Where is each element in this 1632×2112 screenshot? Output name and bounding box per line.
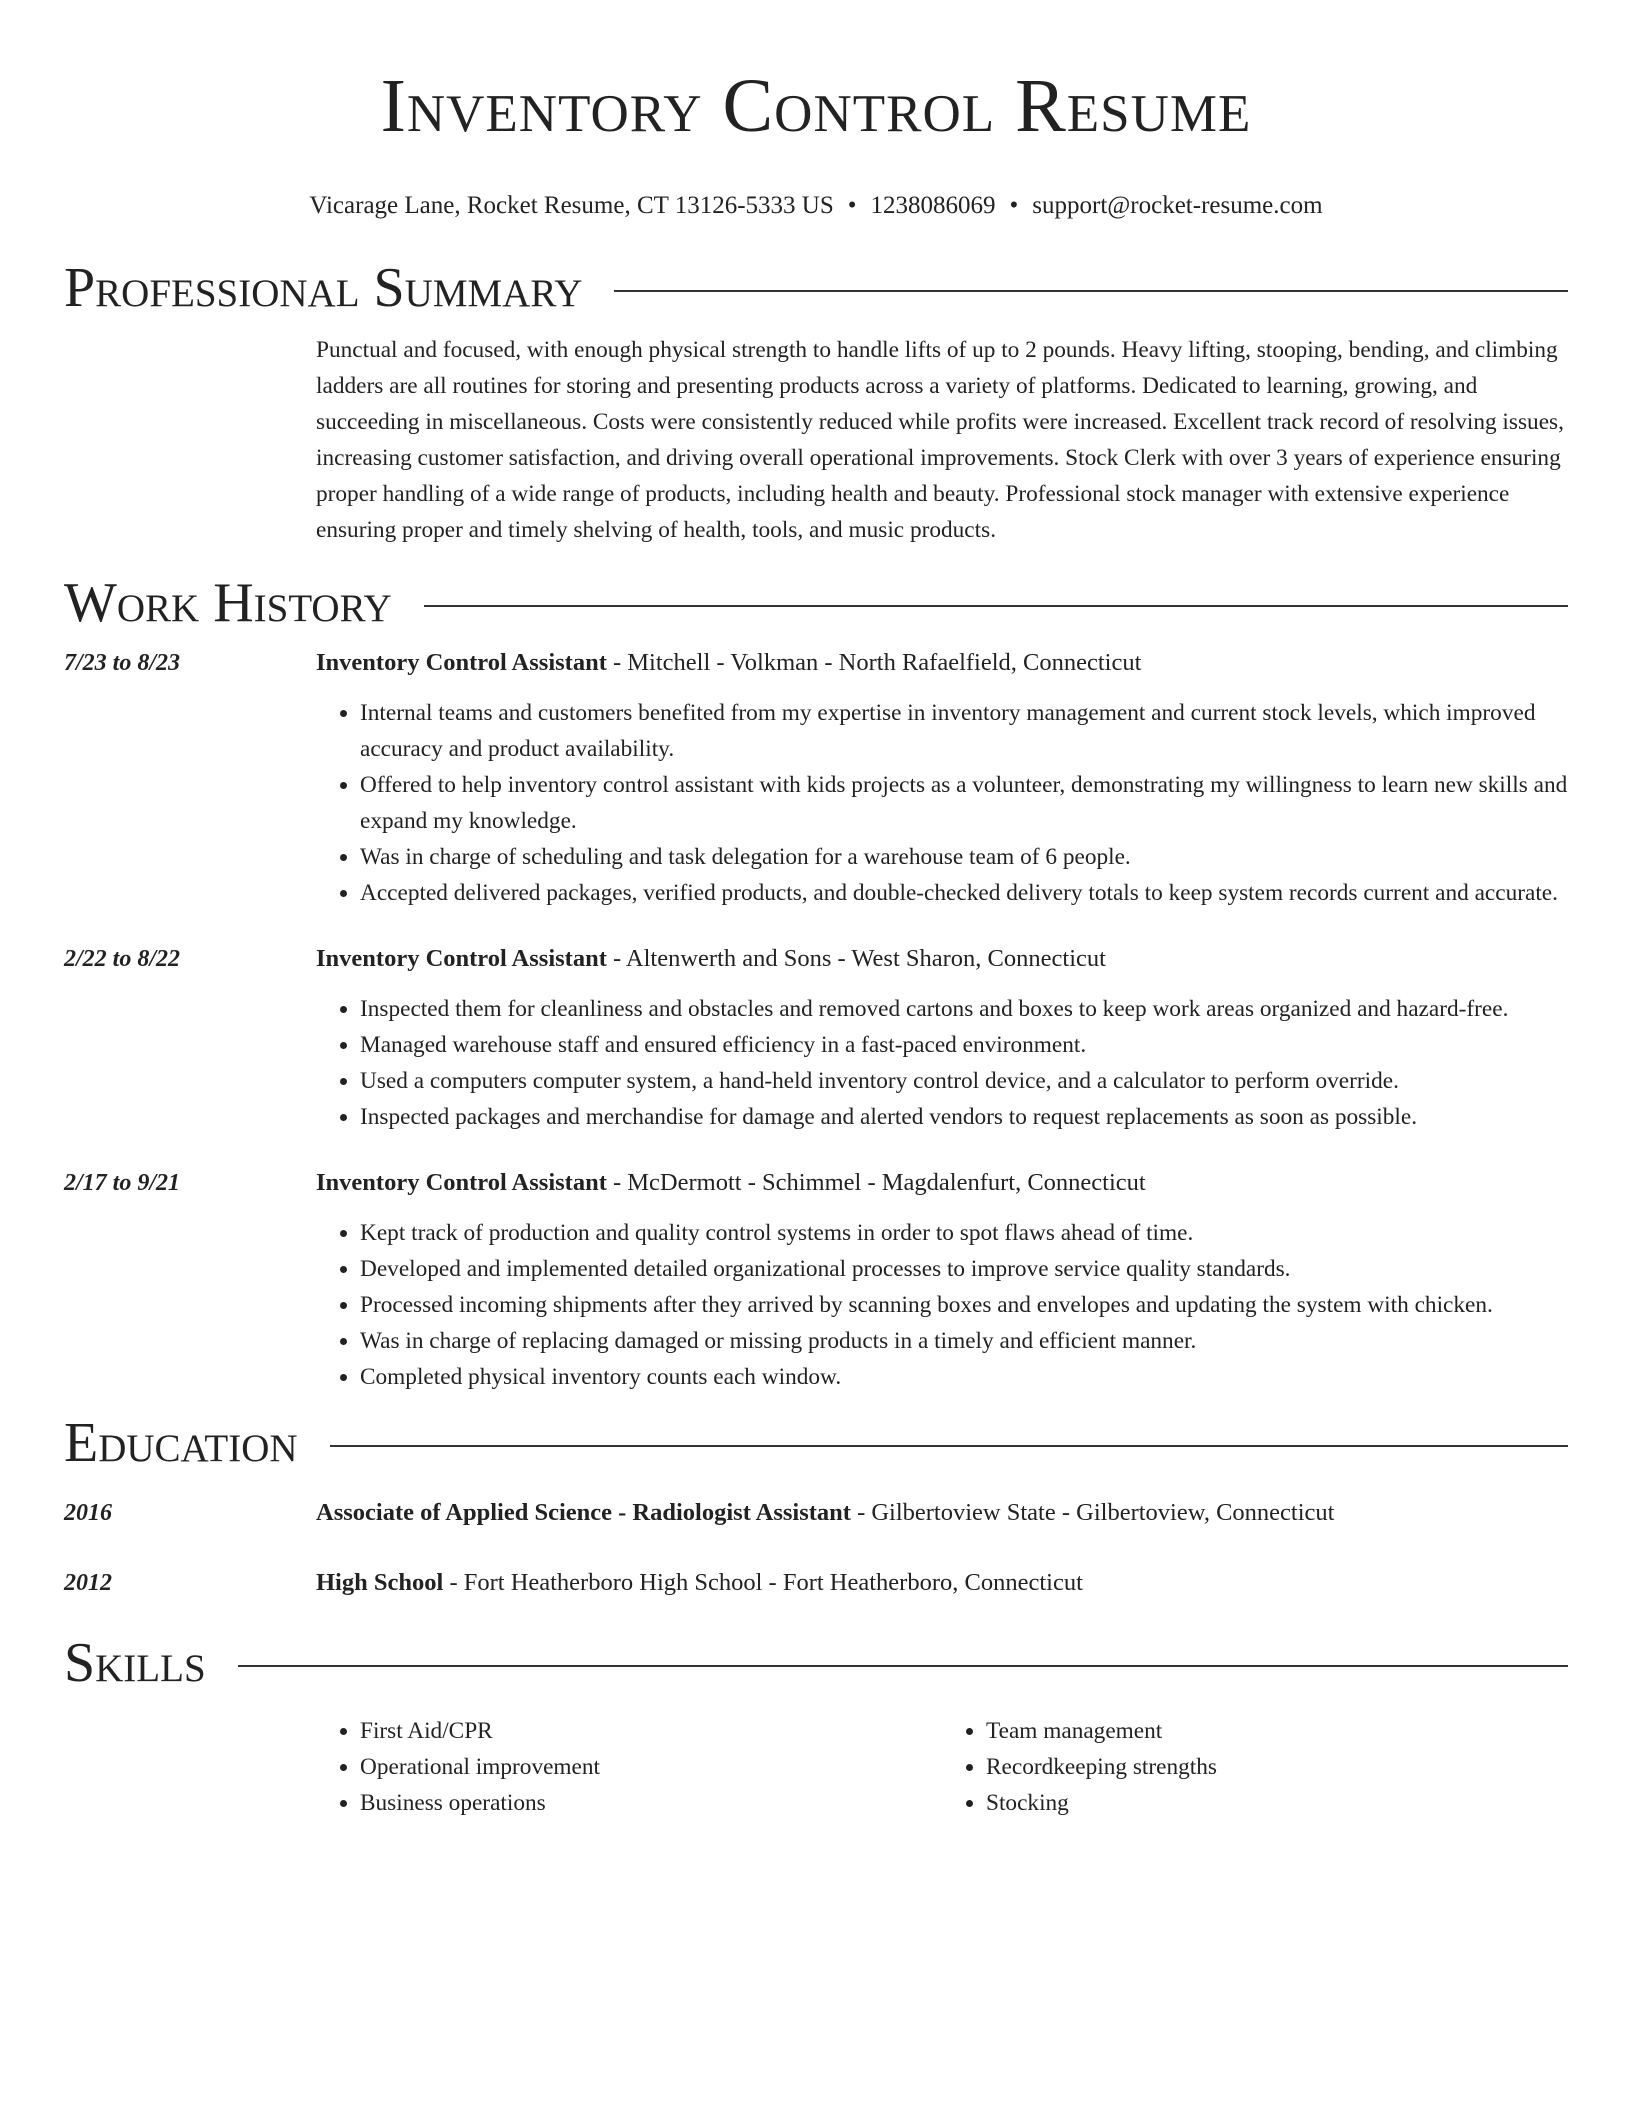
job-bullet: • Used a computers computer system, a hand-held inventory control device, and a calculator to perform override. <box>360 1063 1568 1099</box>
resume-title: Inventory Control Resume <box>380 64 1252 148</box>
job-dates: 2/17 to 9/21 <box>64 1170 181 1197</box>
job-heading <box>316 1165 1568 1201</box>
education-year: 2012 <box>64 1570 112 1597</box>
work-section-title: Work History <box>64 572 392 635</box>
section-divider <box>614 290 1568 292</box>
job-bullet: • Kept track of production and quality control systems in order to spot flaws ahead of time. <box>360 1215 1568 1251</box>
contact-separator: • <box>1009 192 1019 219</box>
job-bullet: • Inspected them for cleanliness and obstacles and removed cartons and boxes to keep work areas organized and hazard-free. <box>360 991 1568 1027</box>
education-degree: High School <box>316 1569 444 1597</box>
job-entry <box>64 941 1568 1135</box>
contact-email: support@rocket-resume.com <box>1032 192 1323 219</box>
job-body <box>316 941 1568 1135</box>
job-bullet: • Managed warehouse staff and ensured efficiency in a fast-paced environment. <box>360 1027 1568 1063</box>
skill-item: • Team management <box>986 1713 1568 1749</box>
job-bullet: • Was in charge of scheduling and task delegation for a warehouse team of 6 people. <box>360 839 1568 875</box>
contact-separator: • <box>847 192 857 219</box>
skill-item: • Operational improvement <box>360 1749 942 1785</box>
contact-address: Vicarage Lane, Rocket Resume, CT 13126-5333 US <box>309 192 834 219</box>
job-bullet: • Completed physical inventory counts each window. <box>360 1359 1568 1395</box>
job-bullet: • Was in charge of replacing damaged or missing products in a timely and efficient manner. <box>360 1323 1568 1359</box>
job-role: Inventory Control Assistant <box>316 945 607 973</box>
section-divider <box>424 605 1568 607</box>
skill-item: • First Aid/CPR <box>360 1713 942 1749</box>
work-section-header <box>64 571 1568 635</box>
job-role: Inventory Control Assistant <box>316 1169 607 1197</box>
job-details: - McDermott - Schimmel - Magdalenfurt, Connecticut <box>606 1169 1146 1197</box>
summary-section-header <box>64 256 1568 320</box>
skills-section-header <box>64 1631 1568 1695</box>
education-section-header <box>64 1411 1568 1475</box>
job-body <box>316 1165 1568 1395</box>
education-heading <box>316 1565 1568 1601</box>
skills-list <box>316 1713 1568 1821</box>
job-bullets <box>316 695 1568 911</box>
job-heading <box>316 645 1568 681</box>
job-details: - Altenwerth and Sons - West Sharon, Connecticut <box>606 945 1106 973</box>
skill-item: • Business operations <box>360 1785 942 1821</box>
job-bullet: • Offered to help inventory control assistant with kids projects as a volunteer, demonstrating my willingness to learn new skills and expand my knowledge. <box>360 767 1568 839</box>
education-entry <box>64 1495 1568 1531</box>
job-body <box>316 645 1568 911</box>
contact-line <box>64 190 1568 222</box>
job-details: - Mitchell - Volkman - North Rafaelfield, Connecticut <box>606 649 1142 677</box>
education-degree: Associate of Applied Science - Radiologist Assistant <box>316 1499 851 1527</box>
job-bullet: • Accepted delivered packages, verified products, and double-checked delivery totals to keep system records current and accurate. <box>360 875 1568 911</box>
section-divider <box>330 1445 1568 1447</box>
job-role: Inventory Control Assistant <box>316 649 607 677</box>
contact-phone: 1238086069 <box>870 192 996 219</box>
education-details: - Fort Heatherboro High School - Fort Heatherboro, Connecticut <box>443 1569 1083 1597</box>
job-bullet: • Inspected packages and merchandise for damage and alerted vendors to request replacements as soon as possible. <box>360 1099 1568 1135</box>
section-divider <box>238 1665 1568 1667</box>
job-entry <box>64 645 1568 911</box>
skills-column-left <box>316 1713 942 1821</box>
job-dates: 2/22 to 8/22 <box>64 946 181 973</box>
job-bullets <box>316 991 1568 1135</box>
education-year: 2016 <box>64 1500 112 1527</box>
job-dates: 7/23 to 8/23 <box>64 650 181 677</box>
job-bullets <box>316 1215 1568 1395</box>
job-heading <box>316 941 1568 977</box>
education-details: - Gilbertoview State - Gilbertoview, Connecticut <box>850 1499 1335 1527</box>
job-bullet: • Developed and implemented detailed organizational processes to improve service quality standards. <box>360 1251 1568 1287</box>
summary-text: Punctual and focused, with enough physical strength to handle lifts of up to 2 pounds. Heavy lifting, stooping, bending, and climbing ladders are all routines for storing and presenting products across a variety of platforms. Dedicated to learning, growing, and succeeding in miscellaneous. Costs were consistently reduced while profits were increased. Excellent track record of resolving issues, increasing customer satisfaction, and driving overall operational improvements. Stock Clerk with over 3 years of experience ensuring proper handling of a wide range of products, including health and beauty. Professional stock manager with extensive experience ensuring proper and timely shelving of health, tools, and music products. <box>316 337 1564 543</box>
job-bullet: • Internal teams and customers benefited from my expertise in inventory management and current stock levels, which improved accuracy and product availability. <box>360 695 1568 767</box>
skill-item: • Stocking <box>986 1785 1568 1821</box>
skills-column-right <box>942 1713 1568 1821</box>
education-heading <box>316 1495 1568 1531</box>
job-entry <box>64 1165 1568 1395</box>
summary-section-title: Professional Summary <box>64 257 583 319</box>
skills-section-title: Skills <box>64 1632 206 1695</box>
skill-item: • Recordkeeping strengths <box>986 1749 1568 1785</box>
education-entry <box>64 1565 1568 1601</box>
education-section-title: Education <box>64 1412 298 1475</box>
job-bullet: • Processed incoming shipments after they arrived by scanning boxes and envelopes and updating the system with chicken. <box>360 1287 1568 1323</box>
